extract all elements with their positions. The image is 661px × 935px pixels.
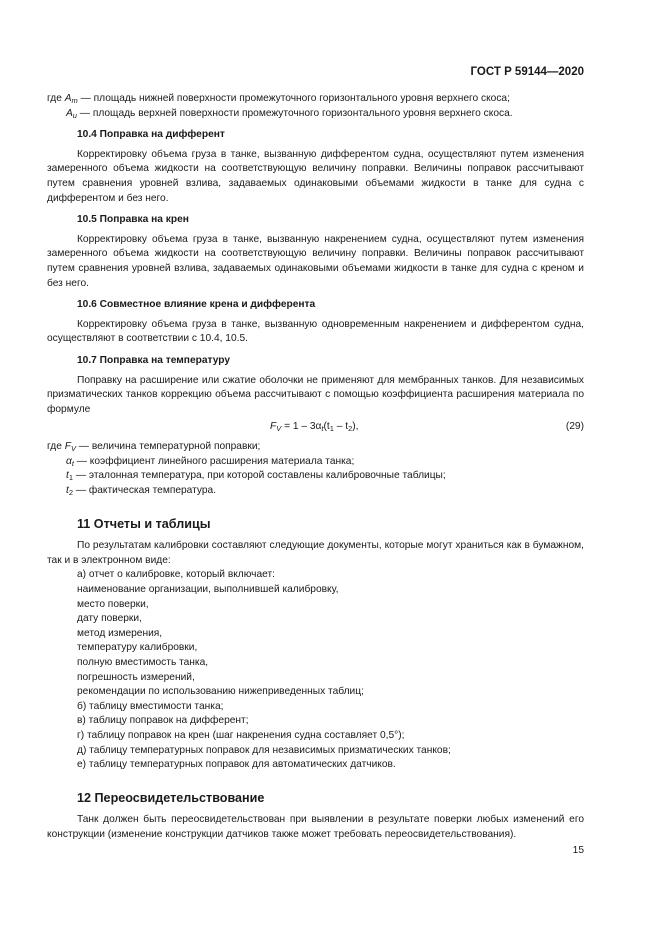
where-line-au — [47, 107, 584, 122]
section-11-text: По результатам калибровки составляют следующие документы, которые могут храниться как в бумажном, так и в электронном виде: — [47, 540, 584, 566]
symbol-sub: 2 — [68, 488, 74, 498]
list-item: место поверки, — [77, 598, 149, 610]
list-item: полную вместимость танка, — [77, 657, 209, 668]
symbol-sub: t — [71, 458, 74, 468]
where-prefix: где — [47, 93, 62, 104]
section-10-5-text: Корректировку объема груза в танке, вызванную накренением судна, осуществляют путем изменения замеренного объема жидкости на соответствующую величину поправки. Величины поправок рассчитывают путем сравнения уровней взлива, задаваемых одинаковыми объемами жидкости в танке для судна с креном и без него. — [47, 233, 584, 289]
formula-part: – t — [333, 421, 349, 433]
where-line-t1 — [47, 469, 584, 484]
symbol: t — [66, 470, 69, 482]
list-item: в) таблицу поправок на дифферент; — [77, 715, 249, 727]
symbol: t — [66, 485, 69, 497]
symbol-a: A — [64, 93, 72, 104]
section-10-7-text: Поправку на расширение или сжатие оболочки не применяют для мембранных танков. Для независимых призматических танков коррекцию объема рассчитывают с помощью коэффициента расширения материала по формуле — [47, 374, 584, 415]
symbol-sub: m — [71, 96, 78, 105]
section-10-6-title: 10.6 Совместное влияние крена и дифферента — [77, 299, 316, 311]
formula-t2-sub: 2 — [348, 424, 353, 434]
equation-number: (29) — [565, 421, 584, 433]
page-content — [47, 92, 584, 843]
list-item: температуру калибровки, — [77, 642, 198, 654]
section-10-4-text: Корректировку объема груза в танке, вызванную дифферентом судна, осуществляют путем изменения замеренного объема жидкости на соответствующую величину поправки. Величины поправок рассчитывают путем сравнения уровней взлива, задаваемых одинаковыми объемами жидкости в танке для судна с дифферентом и без него. — [47, 148, 584, 204]
definition-text: — площадь верхней поверхности промежуточного горизонтального уровня верхнего скоса. — [76, 107, 513, 119]
list-item: е) таблицу температурных поправок для автоматических датчиков. — [77, 759, 396, 771]
list-item: наименование организации, выполнившей калибровку, — [77, 584, 339, 596]
symbol-sub: 1 — [68, 473, 74, 483]
formula-part: = 1 – 3α — [281, 421, 322, 433]
formula-expression — [270, 420, 359, 435]
standard-code: ГОСТ Р 59144—2020 — [470, 66, 584, 78]
formula-lhs: F — [270, 421, 277, 433]
section-12-text: Танк должен быть переосвидетельствован при выявлении в результате поверки любых изменений его конструкции (изменение конструкции датчиков также может требовать переосвидетельствования). — [47, 814, 584, 840]
list-item: д) таблицу температурных поправок для независимых призматических танков; — [77, 744, 451, 756]
where-line-fv — [47, 440, 584, 455]
symbol: α — [66, 455, 72, 467]
where-line-am — [47, 92, 584, 107]
definition-text: — коэффициент линейного расширения материала танка; — [73, 455, 355, 467]
formula-lhs-sub: V — [276, 424, 282, 434]
where-prefix: где — [47, 441, 62, 453]
section-11-title: 11 Отчеты и таблицы — [77, 516, 211, 531]
formula-part: (t — [323, 421, 330, 433]
section-12-title: 12 Переосвидетельствование — [77, 790, 265, 805]
section-10-6-text: Корректировку объема груза в танке, вызванную одновременным накренением и дифферентом судна, осуществляют в соответствии с 10.4, 10.5. — [47, 318, 584, 345]
symbol: F — [64, 441, 71, 453]
formula-t1-sub: 1 — [329, 424, 334, 434]
symbol-sub: V — [70, 444, 76, 454]
list-item: метод измерения, — [77, 627, 163, 639]
symbol-a: A — [66, 107, 73, 119]
list-item: рекомендации по использованию нижеприведенных таблиц; — [77, 686, 364, 698]
formula-part: ), — [352, 421, 359, 433]
formula-alpha-sub: t — [321, 424, 324, 434]
definition-text: — площадь нижней поверхности промежуточного горизонтального уровня верхнего скоса; — [77, 93, 510, 104]
section-10-7-title: 10.7 Поправка на температуру — [77, 354, 231, 366]
section-10-5-title: 10.5 Поправка на крен — [77, 214, 189, 226]
page-number: 15 — [572, 845, 584, 856]
list-item: погрешность измерений, — [77, 671, 195, 683]
definition-text: — фактическая температура. — [73, 485, 217, 497]
list-item: г) таблицу поправок на крен (шаг накренения судна составляет 0,5°); — [77, 729, 405, 741]
section-10-4-title: 10.4 Поправка на дифферент — [77, 129, 225, 141]
where-line-alpha — [47, 455, 584, 470]
list-item: дату поверки, — [77, 613, 142, 625]
where-line-t2 — [47, 484, 584, 499]
list-item: а) отчет о калибровке, который включает: — [77, 569, 275, 581]
formula-29 — [47, 420, 584, 438]
definition-text: — эталонная температура, при которой составлены калибровочные таблицы; — [73, 470, 446, 482]
symbol-sub: u — [72, 110, 77, 120]
list-item: б) таблицу вместимости танка; — [77, 700, 224, 712]
definition-text: — величина температурной поправки; — [75, 441, 261, 453]
